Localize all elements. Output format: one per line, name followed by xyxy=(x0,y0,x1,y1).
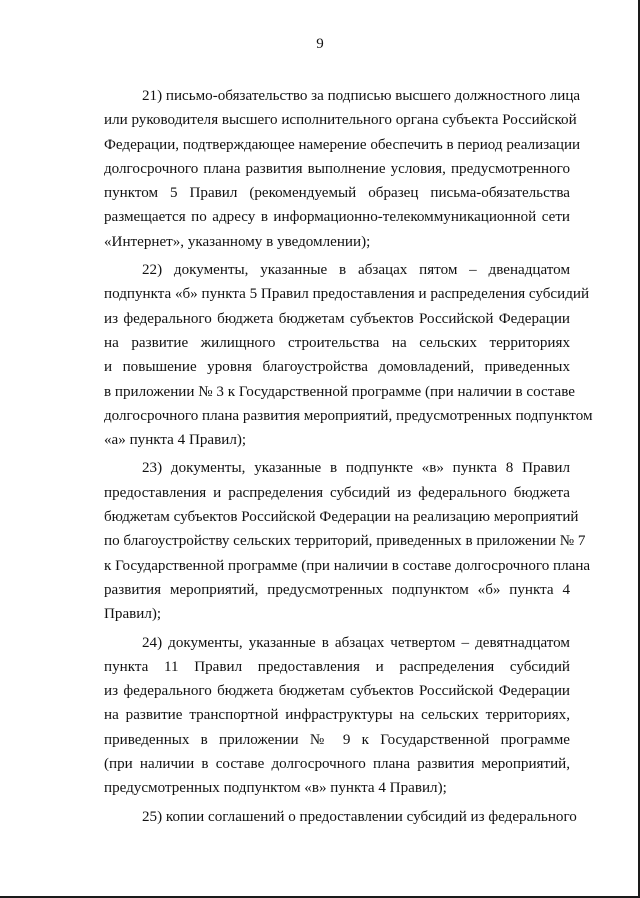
text-line: (при наличии в составе долгосрочного плана развития мероприятий, xyxy=(104,756,570,773)
text-line: из федерального бюджета бюджетам субъектов Российской Федерации xyxy=(104,310,570,327)
text-line: развития мероприятий, предусмотренных подпунктом «б» пункта 4 xyxy=(104,581,570,598)
text-line: в приложении № 3 к Государственной программе (при наличии в составе xyxy=(104,383,575,400)
paragraph-22 xyxy=(104,258,593,452)
text-line: 25) копии соглашений о предоставлении субсидий из федерального xyxy=(142,808,577,825)
paragraph-21 xyxy=(104,84,581,254)
text-line: и повышение уровня благоустройства домовладений, приведенных xyxy=(104,359,570,376)
text-line: 21) письмо-обязательство за подписью высшего должностного лица xyxy=(142,88,581,104)
text-line: по благоустройству сельских территорий, приведенных в приложении № 7 xyxy=(104,533,586,550)
text-line: к Государственной программе (при наличии в составе долгосрочного плана xyxy=(104,557,591,574)
text-line: пунктом 5 Правил (рекомендуемый образец письма-обязательства xyxy=(104,185,570,202)
text-line: предоставления и распределения субсидий из федерального бюджета xyxy=(104,484,570,501)
text-line: на развитие транспортной инфраструктуры на сельских территориях, xyxy=(104,707,570,724)
document-body xyxy=(104,84,593,833)
text-line: предусмотренных подпунктом «в» пункта 4 Правил); xyxy=(104,780,447,797)
text-line: на развитие жилищного строительства на сельских территориях xyxy=(104,334,570,351)
text-line: 24) документы, указанные в абзацах четвертом – девятнадцатом xyxy=(142,634,570,651)
text-line: «Интернет», указанному в уведомлении); xyxy=(104,233,371,250)
text-line: или руководителя высшего исполнительного органа субъекта Российской xyxy=(104,112,577,129)
text-line: 22) документы, указанные в абзацах пятом – двенадцатом xyxy=(142,262,570,279)
text-line: 23) документы, указанные в подпункте «в» пункта 8 Правил xyxy=(142,460,570,477)
text-line: из федерального бюджета бюджетам субъектов Российской Федерации xyxy=(104,683,570,700)
paragraph-24 xyxy=(104,631,570,801)
text-line: приведенных в приложении № 9 к Государственной программе xyxy=(104,731,570,748)
text-line: Правил); xyxy=(104,606,162,623)
text-line: бюджетам субъектов Российской Федерации на реализацию мероприятий xyxy=(104,509,579,526)
text-line: «а» пункта 4 Правил); xyxy=(104,432,247,449)
text-line: Федерации, подтверждающее намерение обеспечить в период реализации xyxy=(104,136,581,153)
text-line: пункта 11 Правил предоставления и распределения субсидий xyxy=(104,658,570,675)
text-line: долгосрочного плана развития выполнение условия, предусмотренного xyxy=(104,160,570,177)
text-line: размещается по адресу в информационно-телекоммуникационной сети xyxy=(104,209,570,226)
text-line: подпункта «б» пункта 5 Правил предоставления и распределения субсидий xyxy=(104,286,590,303)
paragraph-25 xyxy=(104,805,577,829)
page-number: 9 xyxy=(316,36,324,52)
paragraph-23 xyxy=(104,456,591,626)
text-line: долгосрочного плана развития мероприятий, предусмотренных подпунктом xyxy=(104,407,593,424)
